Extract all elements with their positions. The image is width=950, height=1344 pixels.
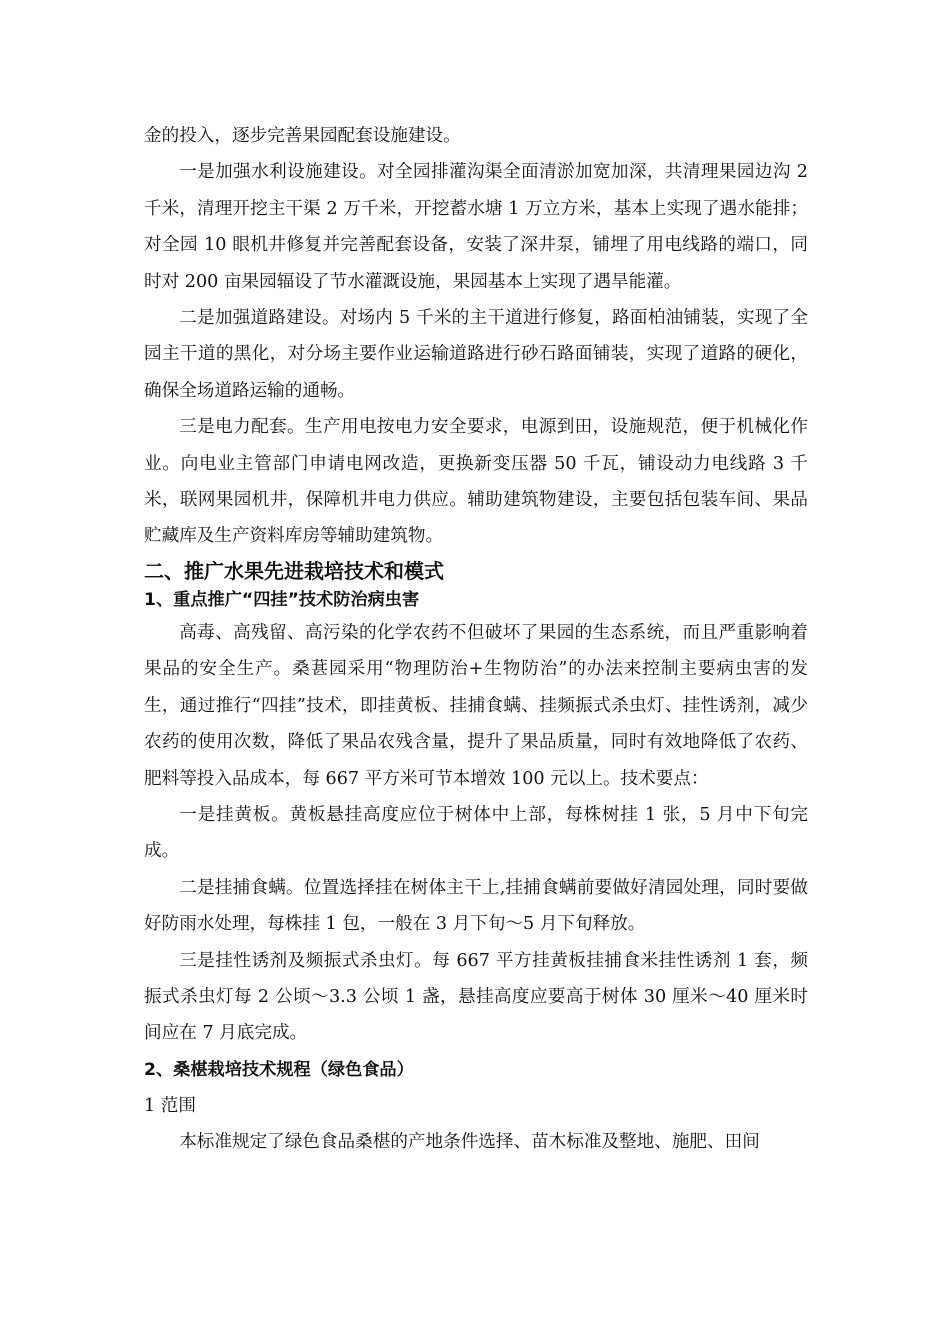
paragraph-continuation: 金的投入，逐步完善果园配套设施建设。 (144, 126, 461, 146)
subsection-heading-four-hang: 1、重点推广“四挂”技术防治病虫害 (144, 589, 420, 610)
paragraph-scope: 本标准规定了绿色食品桑椹的产地条件选择、苗木标准及整地、施肥、田间 (179, 1131, 760, 1152)
document-body (144, 118, 808, 1160)
section-heading-cultivation: 二、推广水果先进栽培技术和模式 (144, 558, 444, 583)
paragraph-yellow-board: 一是挂黄板。黄板悬挂高度应位于树体中上部，每株树挂 1 张，5 月中下旬完成。 (144, 804, 808, 862)
item-label-scope: 1 范围 (144, 1095, 196, 1116)
paragraph-road-construction: 二是加强道路建设。对场内 5 千米的主干道进行修复，路面柏油铺装，实现了全园主干道的黑化，对分场主要作业运输道路进行砂石路面铺装，实现了道路的硬化，确保全场道路运输的通畅。 (144, 308, 808, 401)
subsection-heading-mulberry-standard: 2、桑椹栽培技术规程（绿色食品） (144, 1059, 414, 1080)
paragraph-pest-control: 高毒、高残留、高污染的化学农药不但破坏了果园的生态系统，而且严重影响着果品的安全生产。桑葚园采用“物理防治+生物防治”的办法来控制主要病虫害的发生，通过推行“四挂”技术，即挂黄板、挂捕食螨、挂频振式杀虫灯、挂性诱剂，减少农药的使用次数，降低了果品农残含量，提升了果品质量，同时有效地降低了农药、肥料等投入品成本，每 667 平方米可节本增效 100 元以上。技术要点： (144, 622, 808, 789)
paragraph-attractant-lamp: 三是挂性诱剂及频振式杀虫灯。每 667 平方挂黄板挂捕食米挂性诱剂 1 套，频振式杀虫灯每 2 公顷～3.3 公顷 1 盏，悬挂高度应要高于树体 30 厘米～40 厘米时间应在 7 月底完成。 (144, 950, 808, 1044)
paragraph-water-facilities: 一是加强水利设施建设。对全园排灌沟渠全面清淤加宽加深，共清理果园边沟 2 千米，清理开挖主干渠 2 万千米，开挖蓄水塘 1 万立方米，基本上实现了遇水能排；对全园 10 眼机井修复并完善配套设备，安装了深井泵，铺埋了用电线路的端口，同时对 200 亩果园辐设了节水灌溉设施，果园基本上实现了遇旱能灌。 (144, 162, 808, 292)
paragraph-predatory-mite: 二是挂捕食螨。位置选择挂在树体主干上,挂捕食螨前要做好清园处理，同时要做好防雨水处理，每株挂 1 包，一般在 3 月下旬～5 月下旬释放。 (144, 877, 808, 935)
paragraph-power-supply: 三是电力配套。生产用电按电力安全要求，电源到田，设施规范，便于机械化作业。向电业主管部门申请电网改造，更换新变压器 50 千瓦，铺设动力电线路 3 千米，联网果园机井，保障机井电力供应。辅助建筑物建设，主要包括包装车间、果品贮藏库及生产资料库房等辅助建筑物。 (144, 417, 808, 547)
